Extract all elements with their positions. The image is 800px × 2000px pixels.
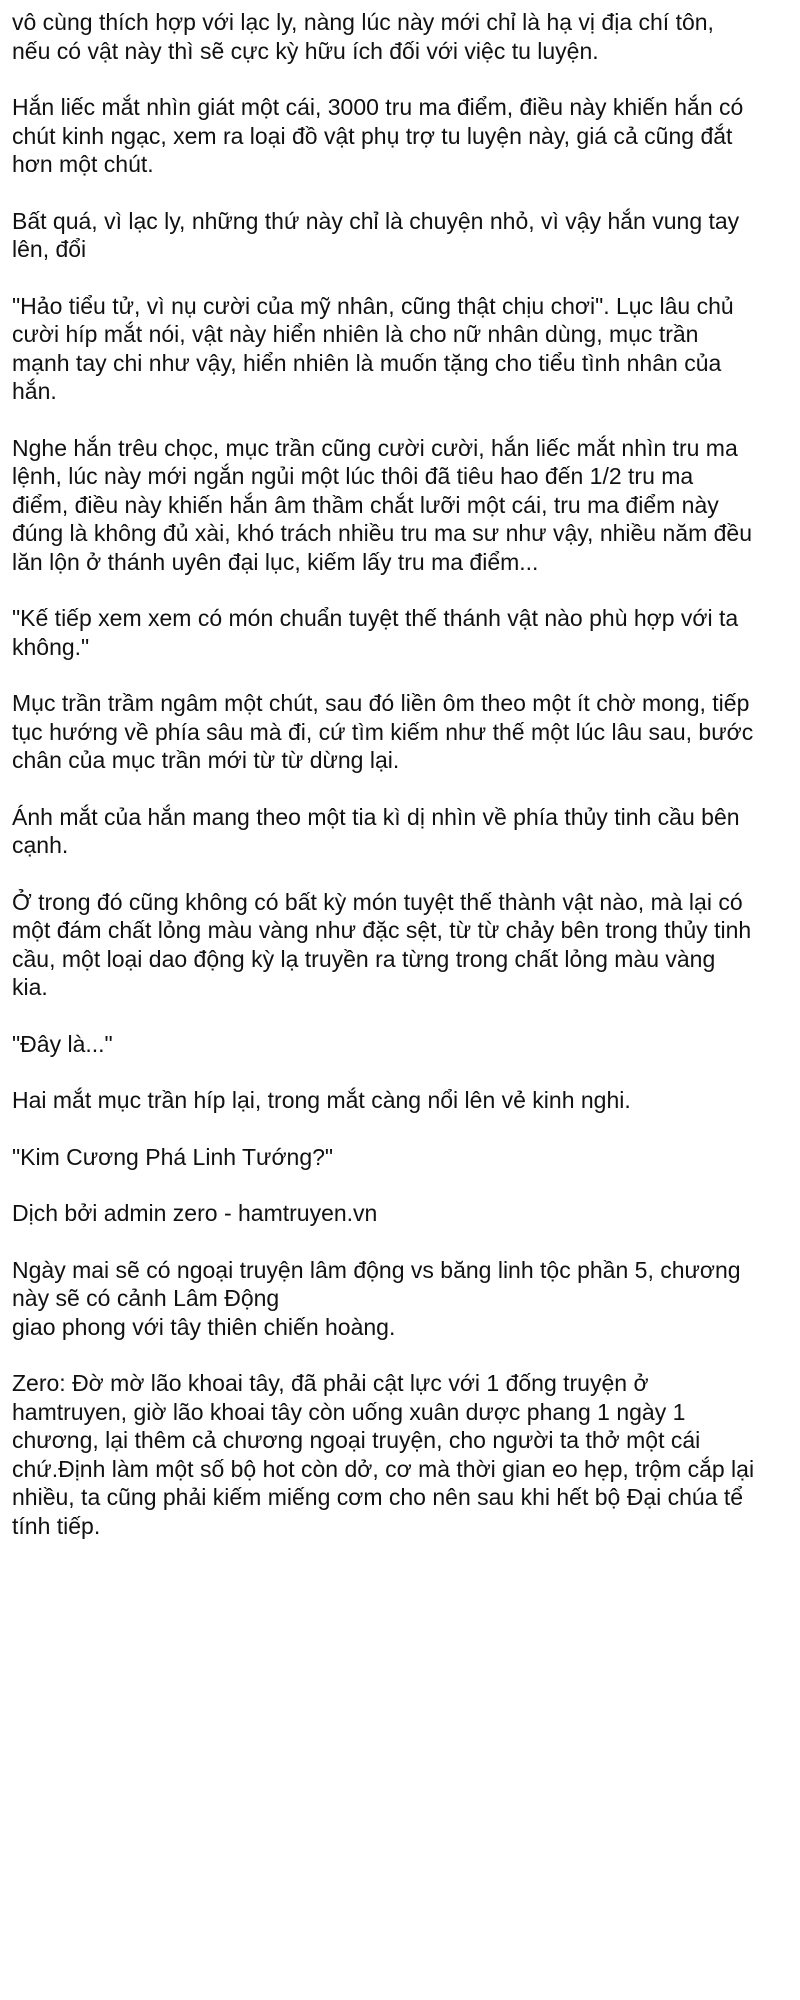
paragraph-10: "Đây là..." xyxy=(12,1030,113,1057)
paragraph-3: Bất quá, vì lạc ly, những thứ này chỉ là chuyện nhỏ, vì vậy hắn vung tay lên, đổi xyxy=(12,207,740,262)
paragraph-2: Hắn liếc mắt nhìn giát một cái, 3000 tru ma điểm, điều này khiến hắn có chút kinh ngạc, xem ra loại đồ vật phụ trợ tu luyện này, giá cả cũng đắt hơn một chút. xyxy=(12,94,744,177)
announcement-note: Ngày mai sẽ có ngoại truyện lâm động vs băng linh tộc phần 5, chương này sẽ có cảnh Lâm Động giao phong với tây thiên chiến hoàng. xyxy=(12,1256,741,1340)
paragraph-9: Ở trong đó cũng không có bất kỳ món tuyệt thế thành vật nào, mà lại có một đám chất lỏng màu vàng như đặc sệt, từ từ chảy bên trong thủy tinh cầu, một loại dao động kỳ lạ truyền ra từng trong chất lỏng màu vàng kia. xyxy=(12,888,752,1000)
paragraph-12: "Kim Cương Phá Linh Tướng?" xyxy=(12,1143,334,1170)
paragraph-1: vô cùng thích hợp với lạc ly, nàng lúc này mới chỉ là hạ vị địa chí tôn, nếu có vật này thì sẽ cực kỳ hữu ích đối với việc tu luyện. xyxy=(12,9,714,64)
paragraph-11: Hai mắt mục trần híp lại, trong mắt càng nổi lên vẻ kinh nghi. xyxy=(12,1087,631,1113)
paragraph-7: Mục trần trầm ngâm một chút, sau đó liền ôm theo một ít chờ mong, tiếp tục hướng về phía sâu mà đi, cứ tìm kiếm như thế một lúc lâu sau, bước chân của mục trần mới từ từ dừng lại. xyxy=(12,690,754,773)
paragraph-4: "Hảo tiểu tử, vì nụ cười của mỹ nhân, cũng thật chịu chơi". Lục lâu chủ cười híp mắt nói, vật này hiển nhiên là cho nữ nhân dùng, mục trần mạnh tay chi như vậy, hiển nhiên là muốn tặng cho tiểu tình nhân của hắn. xyxy=(12,292,734,404)
paragraph-8: Ánh mắt của hắn mang theo một tia kì dị nhìn về phía thủy tinh cầu bên cạnh. xyxy=(12,803,740,858)
translator-credit: Dịch bởi admin zero - hamtruyen.vn xyxy=(12,1200,378,1226)
paragraph-5: Nghe hắn trêu chọc, mục trần cũng cười cười, hắn liếc mắt nhìn tru ma lệnh, lúc này mới ngắn ngủi một lúc thôi đã tiêu hao đến 1/2 tru ma điểm, điều này khiến hắn âm thầm chắt lưỡi một cái, tru ma điểm này đúng là không đủ xài, khó trách nhiều tru ma sư như vậy, nhiều năm đều lăn lộn ở thánh uyên đại lục, kiếm lấy tru ma điểm... xyxy=(12,434,752,575)
paragraph-6: "Kế tiếp xem xem có món chuẩn tuyệt thế thánh vật nào phù hợp với ta không." xyxy=(12,605,739,660)
translator-note: Zero: Đờ mờ lão khoai tây, đã phải cật lực với 1 đống truyện ở hamtruyen, giờ lão khoai tây còn uống xuân dược phang 1 ngày 1 chương, lại thêm cả chương ngoại truyện, cho người ta thở một cái chứ.Định làm một số bộ hot còn dở, cơ mà thời gian eo hẹp, trộm cắp lại nhiều, ta cũng phải kiếm miếng cơm cho nên sau khi hết bộ Đại chúa tể tính tiếp. xyxy=(12,1370,755,1539)
story-text xyxy=(12,8,792,1568)
